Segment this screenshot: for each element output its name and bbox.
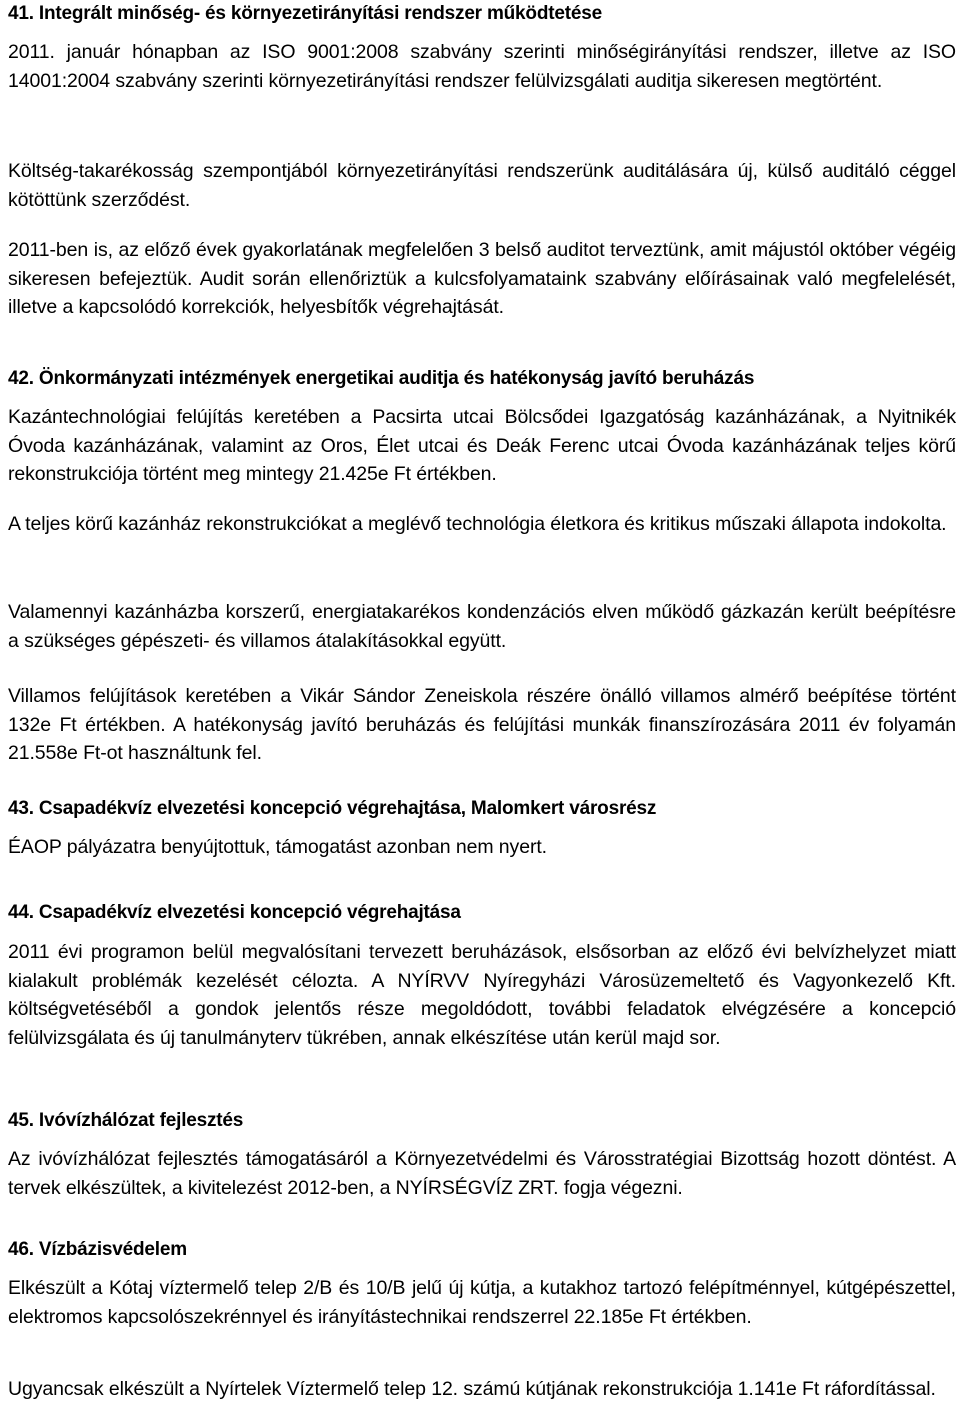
section-heading: 44. Csapadékvíz elvezetési koncepció végrehajtása [8, 902, 461, 923]
section-41-paragraph-2 [8, 157, 956, 214]
section-41 [8, 2, 956, 26]
paragraph: 2011-ben is, az előző évek gyakorlatának megfelelően 3 belső auditot terveztünk, amit májustól október végéig sikeresen befejeztük. Audit során ellenőriztük a kulcsfolyamataink szabvány előírásainak való megfelelését, illetve a kapcsolódó korrekciók, helyesbítők végrehajtását. [8, 239, 956, 318]
paragraph: A teljes körű kazánház rekonstrukciókat a meglévő technológia életkora és kritikus műszaki állapota indokolta. [8, 513, 947, 535]
section-43-paragraph-1 [8, 833, 956, 862]
paragraph: ÉAOP pályázatra benyújtottuk, támogatást azonban nem nyert. [8, 836, 547, 858]
section-42-paragraph-2 [8, 510, 956, 539]
section-45 [8, 1109, 956, 1133]
paragraph: Költség-takarékosság szempontjából környezetirányítási rendszerünk auditálására új, külső auditáló céggel kötöttünk szerződést. [8, 160, 956, 211]
section-46-paragraph-2 [8, 1375, 956, 1404]
section-heading: 45. Ivóvízhálózat fejlesztés [8, 1110, 244, 1131]
section-heading: 42. Önkormányzati intézmények energetikai auditja és hatékonyság javító beruházás [8, 368, 755, 389]
section-heading: 41. Integrált minőség- és környezetirányítási rendszer működtetése [8, 3, 602, 24]
section-heading: 43. Csapadékvíz elvezetési koncepció végrehajtása, Malomkert városrész [8, 798, 657, 819]
section-42-paragraph-3 [8, 598, 956, 655]
paragraph: 2011. január hónapban az ISO 9001:2008 szabvány szerinti minőségirányítási rendszer, illetve az ISO 14001:2004 szabvány szerinti környezetirányítási rendszer felülvizsgálati auditja sikeresen megtörtént. [8, 41, 956, 92]
paragraph: 2011 évi programon belül megvalósítani tervezett beruházások, elsősorban az előző évi belvízhelyzet miatt kialakult problémák kezelését célozta. A NYÍRVV Nyíregyházi Városüzemeltető és Vagyonkezelő Kft. költségvetéséből a gondok jelentős része megoldódott, további feladatok elvégzésére a koncepció felülvizsgálata és új tanulmányterv tükrében, annak elkészítése után kerül majd sor. [8, 941, 956, 1049]
section-43 [8, 797, 956, 821]
paragraph: Villamos felújítások keretében a Vikár Sándor Zeneiskola részére önálló villamos almérő beépítése történt 132e Ft értékben. A hatékonyság javító beruházás és felújítási munkák finanszírozására 2011 év folyamán 21.558e Ft-ot használtunk fel. [8, 685, 956, 764]
paragraph: Kazántechnológiai felújítás keretében a Pacsirta utcai Bölcsődei Igazgatóság kazánházának, a Nyitnikék Óvoda kazánházának, valamint az Oros, Élet utcai és Deák Ferenc utcai Óvoda kazánházának teljes körű rekonstrukciója történt meg mintegy 21.425e Ft értékben. [8, 406, 956, 485]
section-46 [8, 1238, 956, 1262]
paragraph: Valamennyi kazánházba korszerű, energiatakarékos kondenzációs elven működő gázkazán került beépítésre a szükséges gépészeti- és villamos átalakításokkal együtt. [8, 601, 956, 652]
section-41-paragraph-1 [8, 38, 956, 95]
section-44 [8, 901, 956, 925]
section-44-paragraph-1 [8, 938, 956, 1052]
paragraph: Az ivóvízhálózat fejlesztés támogatásáról a Környezetvédelmi és Városstratégiai Bizottság hozott döntést. A tervek elkészültek, a kivitelezést 2012-ben, a NYÍRSÉGVÍZ ZRT. fogja végezni. [8, 1148, 956, 1199]
section-46-paragraph-1 [8, 1274, 956, 1331]
paragraph: Elkészült a Kótaj víztermelő telep 2/B és 10/B jelű új kútja, a kutakhoz tartozó felépítménnyel, kútgépészettel, elektromos kapcsolószekrénnyel és irányítástechnikai rendszerrel 22.185e Ft értékben. [8, 1277, 956, 1328]
section-42-paragraph-1 [8, 403, 956, 489]
section-41-paragraph-3 [8, 236, 956, 322]
paragraph: Ugyancsak elkészült a Nyírtelek Víztermelő telep 12. számú kútjának rekonstrukciója 1.141e Ft ráfordítással. [8, 1378, 936, 1400]
section-42-paragraph-4 [8, 682, 956, 768]
section-42 [8, 367, 956, 391]
section-heading: 46. Vízbázisvédelem [8, 1239, 187, 1260]
section-45-paragraph-1 [8, 1145, 956, 1202]
